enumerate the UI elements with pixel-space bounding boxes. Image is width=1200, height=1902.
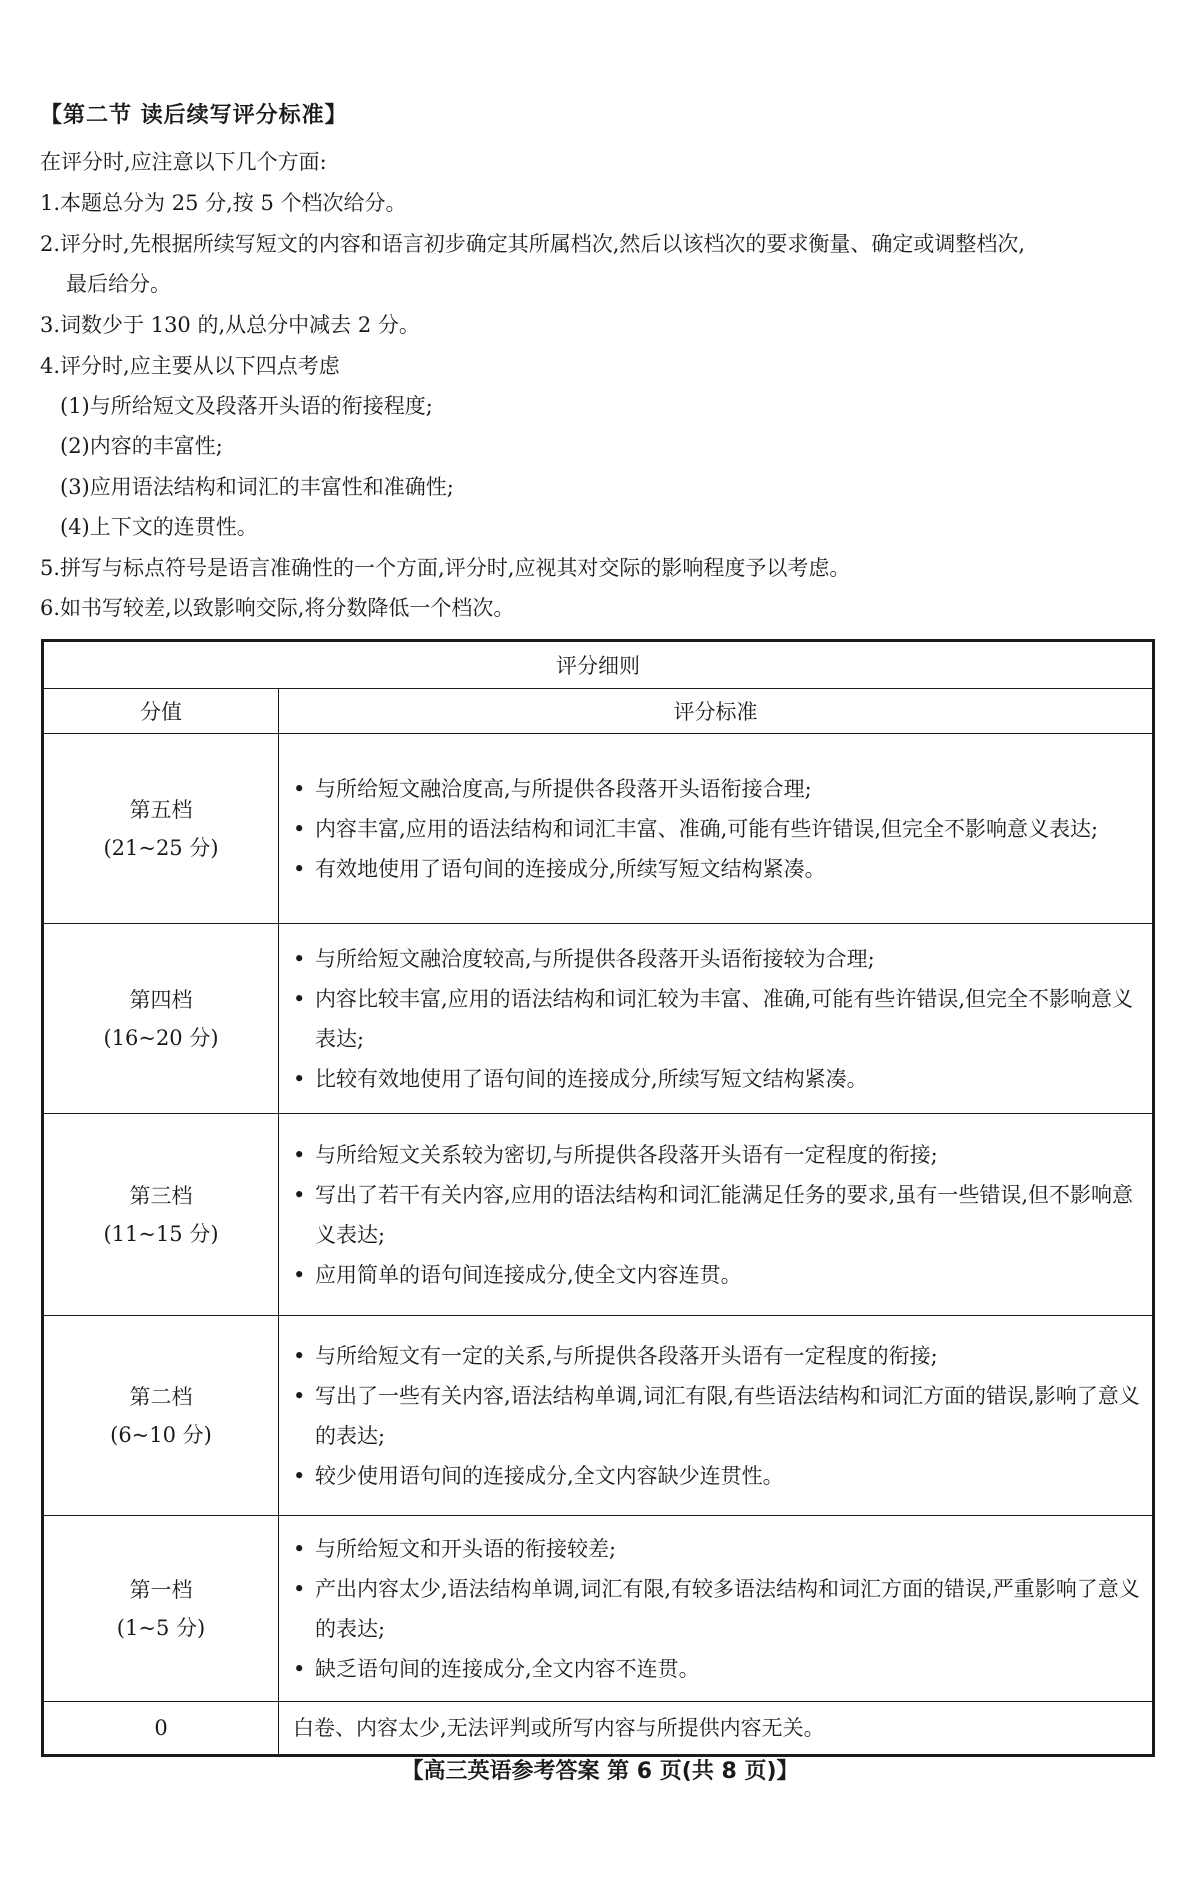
criteria-cell bbox=[279, 1114, 1154, 1316]
criteria-item: • 与所给短文和开头语的衔接较差; bbox=[293, 1529, 1140, 1569]
criteria-item: • 比较有效地使用了语句间的连接成分,所续写短文结构紧凑。 bbox=[293, 1059, 1140, 1099]
criteria-item: • 与所给短文有一定的关系,与所提供各段落开头语有一定程度的衔接; bbox=[293, 1336, 1140, 1376]
rule-4: 4.评分时,应主要从以下四点考虑 bbox=[40, 354, 340, 378]
rule-1: 1.本题总分为 25 分,按 5 个档次给分。 bbox=[40, 191, 407, 215]
rule-6: 6.如书写较差,以致影响交际,将分数降低一个档次。 bbox=[40, 596, 515, 620]
level-name: 第二档 bbox=[129, 1384, 193, 1409]
rule-2: 2.评分时,先根据所续写短文的内容和语言初步确定其所属档次,然后以该档次的要求衡量、确定或调整档次, bbox=[40, 232, 1026, 256]
score-level-cell bbox=[43, 1114, 279, 1316]
score-zero-cell: 0 bbox=[43, 1702, 279, 1756]
table-caption-row bbox=[43, 641, 1154, 689]
score-level-cell bbox=[43, 734, 279, 924]
level-range: (1~5 分) bbox=[116, 1615, 206, 1640]
level-name: 第四档 bbox=[129, 987, 193, 1012]
criteria-item: • 与所给短文关系较为密切,与所提供各段落开头语有一定程度的衔接; bbox=[293, 1135, 1140, 1175]
criteria-item: • 较少使用语句间的连接成分,全文内容缺少连贯性。 bbox=[293, 1456, 1140, 1496]
table-caption: 评分细则 bbox=[43, 641, 1154, 689]
rule-3: 3.词数少于 130 的,从总分中减去 2 分。 bbox=[40, 313, 420, 337]
table-row bbox=[43, 1516, 1154, 1702]
column-header-criteria: 评分标准 bbox=[279, 689, 1154, 734]
section-title: 【第二节 读后续写评分标准】 bbox=[40, 103, 348, 128]
rule-5: 5.拼写与标点符号是语言准确性的一个方面,评分时,应视其对交际的影响程度予以考虑。 bbox=[40, 556, 851, 580]
criteria-item: • 与所给短文融洽度较高,与所提供各段落开头语衔接较为合理; bbox=[293, 939, 1140, 979]
table-row bbox=[43, 1702, 1154, 1756]
table-row bbox=[43, 924, 1154, 1114]
criteria-item: • 缺乏语句间的连接成分,全文内容不连贯。 bbox=[293, 1649, 1140, 1689]
level-range: (16~20 分) bbox=[103, 1025, 219, 1050]
rule-4-item-1: (1)与所给短文及段落开头语的衔接程度; bbox=[60, 394, 433, 418]
criteria-item: • 与所给短文融洽度高,与所提供各段落开头语衔接合理; bbox=[293, 769, 1140, 809]
criteria-cell bbox=[279, 1316, 1154, 1516]
criteria-cell bbox=[279, 1516, 1154, 1702]
intro-text: 在评分时,应注意以下几个方面: bbox=[40, 150, 327, 174]
table-header-row bbox=[43, 689, 1154, 734]
level-name: 第五档 bbox=[129, 797, 193, 822]
rule-4-item-3: (3)应用语法结构和词汇的丰富性和准确性; bbox=[60, 475, 454, 499]
criteria-item: • 写出了若干有关内容,应用的语法结构和词汇能满足任务的要求,虽有一些错误,但不影响意义表达; bbox=[293, 1175, 1140, 1255]
criteria-cell bbox=[279, 924, 1154, 1114]
level-range: (11~15 分) bbox=[103, 1221, 219, 1246]
criteria-item: • 应用简单的语句间连接成分,使全文内容连贯。 bbox=[293, 1255, 1140, 1295]
scoring-table bbox=[41, 639, 1155, 1757]
score-level-cell bbox=[43, 1516, 279, 1702]
criteria-item: • 内容丰富,应用的语法结构和词汇丰富、准确,可能有些许错误,但完全不影响意义表达; bbox=[293, 809, 1140, 849]
rule-4-item-4: (4)上下文的连贯性。 bbox=[60, 515, 258, 539]
criteria-item: • 产出内容太少,语法结构单调,词汇有限,有较多语法结构和词汇方面的错误,严重影响了意义的表达; bbox=[293, 1569, 1140, 1649]
level-name: 第三档 bbox=[129, 1183, 193, 1208]
criteria-item: • 写出了一些有关内容,语法结构单调,词汇有限,有些语法结构和词汇方面的错误,影响了意义的表达; bbox=[293, 1376, 1140, 1456]
rule-2-continued: 最后给分。 bbox=[66, 272, 171, 296]
table-row bbox=[43, 1114, 1154, 1316]
table-row bbox=[43, 734, 1154, 924]
score-level-cell bbox=[43, 924, 279, 1114]
table-row bbox=[43, 1316, 1154, 1516]
score-level-cell bbox=[43, 1316, 279, 1516]
criteria-zero-cell: 白卷、内容太少,无法评判或所写内容与所提供内容无关。 bbox=[279, 1702, 1154, 1756]
criteria-item: • 内容比较丰富,应用的语法结构和词汇较为丰富、准确,可能有些许错误,但完全不影响意义表达; bbox=[293, 979, 1140, 1059]
rule-4-item-2: (2)内容的丰富性; bbox=[60, 434, 223, 458]
page-footer: 【高三英语参考答案 第 6 页(共 8 页)】 bbox=[401, 1759, 799, 1784]
level-range: (21~25 分) bbox=[103, 835, 219, 860]
level-range: (6~10 分) bbox=[110, 1422, 212, 1447]
level-name: 第一档 bbox=[129, 1577, 193, 1602]
criteria-cell bbox=[279, 734, 1154, 924]
column-header-score: 分值 bbox=[43, 689, 279, 734]
criteria-item: • 有效地使用了语句间的连接成分,所续写短文结构紧凑。 bbox=[293, 849, 1140, 889]
